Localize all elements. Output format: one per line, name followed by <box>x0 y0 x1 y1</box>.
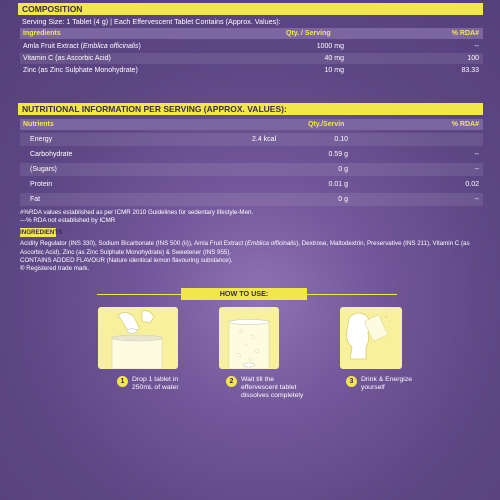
ingredient-name: Amla Fruit Extract (Emblica officinalis) <box>23 43 141 50</box>
nutrient-qty: 0.10 <box>334 136 348 143</box>
step-number: 3 <box>346 376 357 387</box>
nutrient-qty: 0 g <box>338 196 348 203</box>
step-text <box>361 376 412 392</box>
step-text <box>132 376 179 392</box>
nutrition-row <box>20 133 483 146</box>
qty-column-header: Qty./Servin <box>308 121 345 128</box>
nutrition-table-header <box>20 119 483 130</box>
rda-footnote: ---% RDA not established by ICMR <box>20 217 116 224</box>
step-number: 2 <box>226 376 237 387</box>
ingredient-rda: -- <box>474 43 479 50</box>
flavour-text: CONTAINS ADDED FLAVOUR (Nature identical lemon flavouring substance). <box>20 257 233 264</box>
rda-footnote: #%RDA values established as per ICMR 2010 Guidelines for sedentary lifestyle-Men. <box>20 209 254 216</box>
nutrients-column-header: Nutrients <box>23 121 54 128</box>
nutrient-extra: 2.4 kcal <box>252 136 277 143</box>
ingredient-qty: 40 mg <box>324 55 344 62</box>
ingredients-label: INGREDIENTS <box>20 229 63 236</box>
step-text-line: Drink & Energize <box>361 376 412 383</box>
nutrient-rda: 0.02 <box>465 181 479 188</box>
step-text-line: effervescent tablet <box>241 384 297 391</box>
composition-row <box>20 65 483 76</box>
nutrient-rda: -- <box>474 166 479 173</box>
ingredients-column-header: Ingredients <box>23 30 61 37</box>
nutrient-name: Fat <box>30 196 41 203</box>
nutrient-qty: 0.01 g <box>328 181 348 188</box>
how-to-use-header: HOW TO USE: <box>181 288 307 300</box>
nutrition-header: NUTRITIONAL INFORMATION PER SERVING (APPROX. VALUES): <box>18 103 483 115</box>
nutrient-name: Carbohydrate <box>30 151 73 158</box>
nutrition-row <box>20 193 483 206</box>
ingredient-qty: 10 mg <box>324 67 344 74</box>
nutrient-name: (Sugars) <box>30 166 57 173</box>
composition-row <box>20 41 483 52</box>
step-text <box>241 376 303 400</box>
composition-row <box>20 53 483 64</box>
serving-size-text: Serving Size: 1 Tablet (4 g) | Each Effervescent Tablet Contains (Approx. Values): <box>22 17 281 26</box>
nutrient-qty: 0 g <box>338 166 348 173</box>
ingredients-text: Acidity Regulator (INS 330), Sodium Bicarbonate (INS 500 (ii)), Amla Fruit Extract (Emblica officinalis), Dextrose, Maltodextrin, Preservative (INS 211), Vitamin C (as Ascorbic Acid), Zinc (as Zinc Sulphate Monohydrate) & Sweetener (INS 955). <box>20 240 470 256</box>
nutrient-rda: -- <box>474 151 479 158</box>
nutrition-row <box>20 148 483 161</box>
step-text-line: Wait till the <box>241 376 274 383</box>
nutrition-row <box>20 163 483 176</box>
step-text-line: Drop 1 tablet in <box>132 376 179 383</box>
ingredient-name: Zinc (as Zinc Sulphate Monohydrate) <box>23 67 138 74</box>
ingredient-name: Vitamin C (as Ascorbic Acid) <box>23 55 111 62</box>
nutrient-qty: 0.59 g <box>328 151 348 158</box>
step-3-illustration <box>340 307 402 369</box>
nutrition-row <box>20 178 483 191</box>
step-text-line: 250mL of water <box>132 384 179 391</box>
composition-table-header <box>20 28 483 39</box>
ingredient-qty: 1000 mg <box>316 43 344 50</box>
step-2-illustration <box>219 307 279 369</box>
person-drinking-icon <box>340 307 402 369</box>
step-1-illustration <box>98 307 178 369</box>
nutrient-name: Energy <box>30 136 53 143</box>
glass-with-tablet-icon <box>98 307 178 369</box>
rda-column-header: % RDA# <box>451 121 479 128</box>
step-number: 1 <box>117 376 128 387</box>
ingredient-rda: 83.33 <box>461 67 479 74</box>
nutrient-name: Protein <box>30 181 53 188</box>
step-text-line: dissolves completely <box>241 392 304 399</box>
step-text-line: yourself <box>361 384 385 391</box>
composition-header: COMPOSITION <box>18 3 483 15</box>
dissolving-tablet-glass-icon <box>219 307 279 369</box>
ingredient-rda: 100 <box>467 55 479 62</box>
nutrient-rda: -- <box>474 196 479 203</box>
qty-column-header: Qty. / Serving <box>286 30 331 37</box>
rda-column-header: % RDA# <box>451 30 479 37</box>
trademark-text: ® Registered trade mark. <box>20 265 90 272</box>
